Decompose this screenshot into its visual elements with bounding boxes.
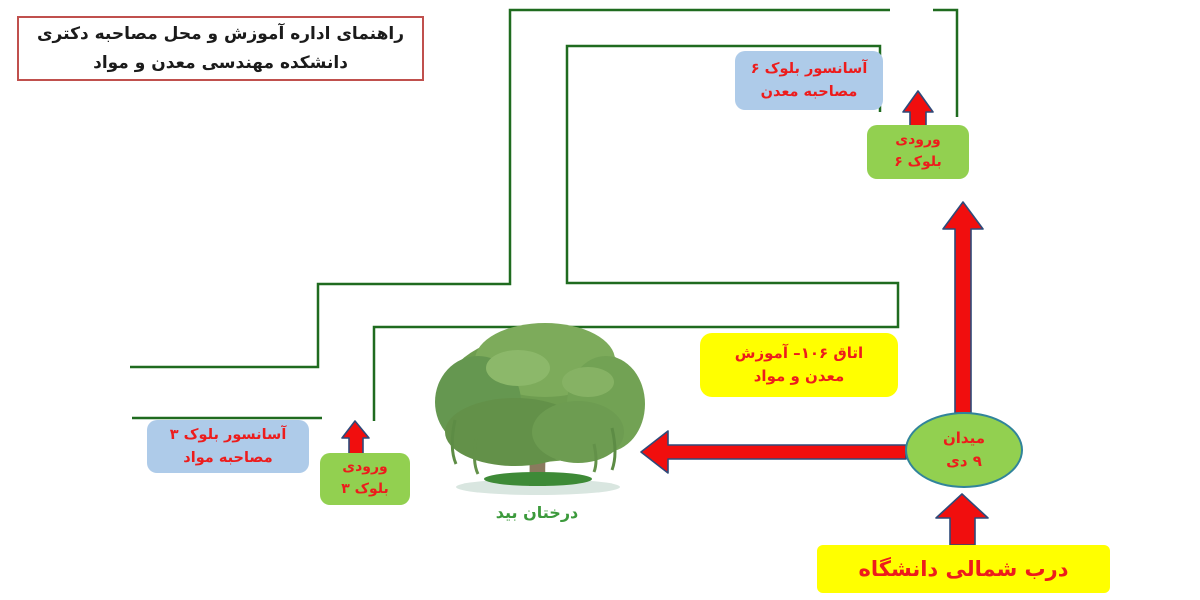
willow-trees-caption [452, 498, 622, 526]
label-square-9dey [905, 412, 1023, 488]
elevator-block6-line1: آسانسور بلوک ۶ [750, 61, 868, 78]
elevator-block6-line2: مصاحبه معدن [760, 83, 858, 100]
square-9dey-line2: ۹ دی [946, 452, 982, 470]
arrow-entrance-block6 [903, 91, 933, 128]
willow-trees-caption-text: درختان بید [495, 502, 579, 522]
arrow-entrance-block3 [342, 421, 369, 455]
arrow-gate-to-square [936, 494, 988, 545]
arrow-square-to-block6 [943, 202, 983, 413]
label-north-gate [817, 545, 1110, 593]
room-106-line1: اتاق ۱۰۶– آموزش [734, 343, 864, 362]
diagram-title-box [17, 16, 424, 81]
label-entrance-block3 [320, 453, 410, 505]
label-elevator-block6 [735, 51, 883, 110]
square-9dey-line1: میدان [942, 428, 986, 447]
room-106-line2: معدن و مواد [753, 367, 845, 385]
entrance-block3-line1: ورودی [342, 459, 388, 476]
elevator-block3-line2: مصاحبه مواد [183, 449, 273, 466]
corridor-wall-top-right-corner [933, 10, 957, 117]
entrance-block3-line2: بلوک ۳ [341, 481, 389, 497]
entrance-block6-line1: ورودی [895, 132, 941, 149]
arrow-square-to-trees [641, 431, 906, 473]
diagram-title-line1: راهنمای اداره آموزش و محل مصاحبه دکتری [36, 23, 405, 44]
north-gate-text: درب شمالی دانشگاه [858, 557, 1069, 581]
diagram-title-line2: دانشکده مهندسی معدن و مواد [93, 52, 348, 73]
label-elevator-block3 [147, 420, 309, 473]
entrance-block6-line2: بلوک ۶ [894, 154, 942, 170]
willow-tree-illustration [435, 323, 645, 495]
label-room-106 [700, 333, 898, 397]
elevator-block3-line1: آسانسور بلوک ۳ [169, 427, 287, 444]
label-entrance-block6 [867, 125, 969, 179]
